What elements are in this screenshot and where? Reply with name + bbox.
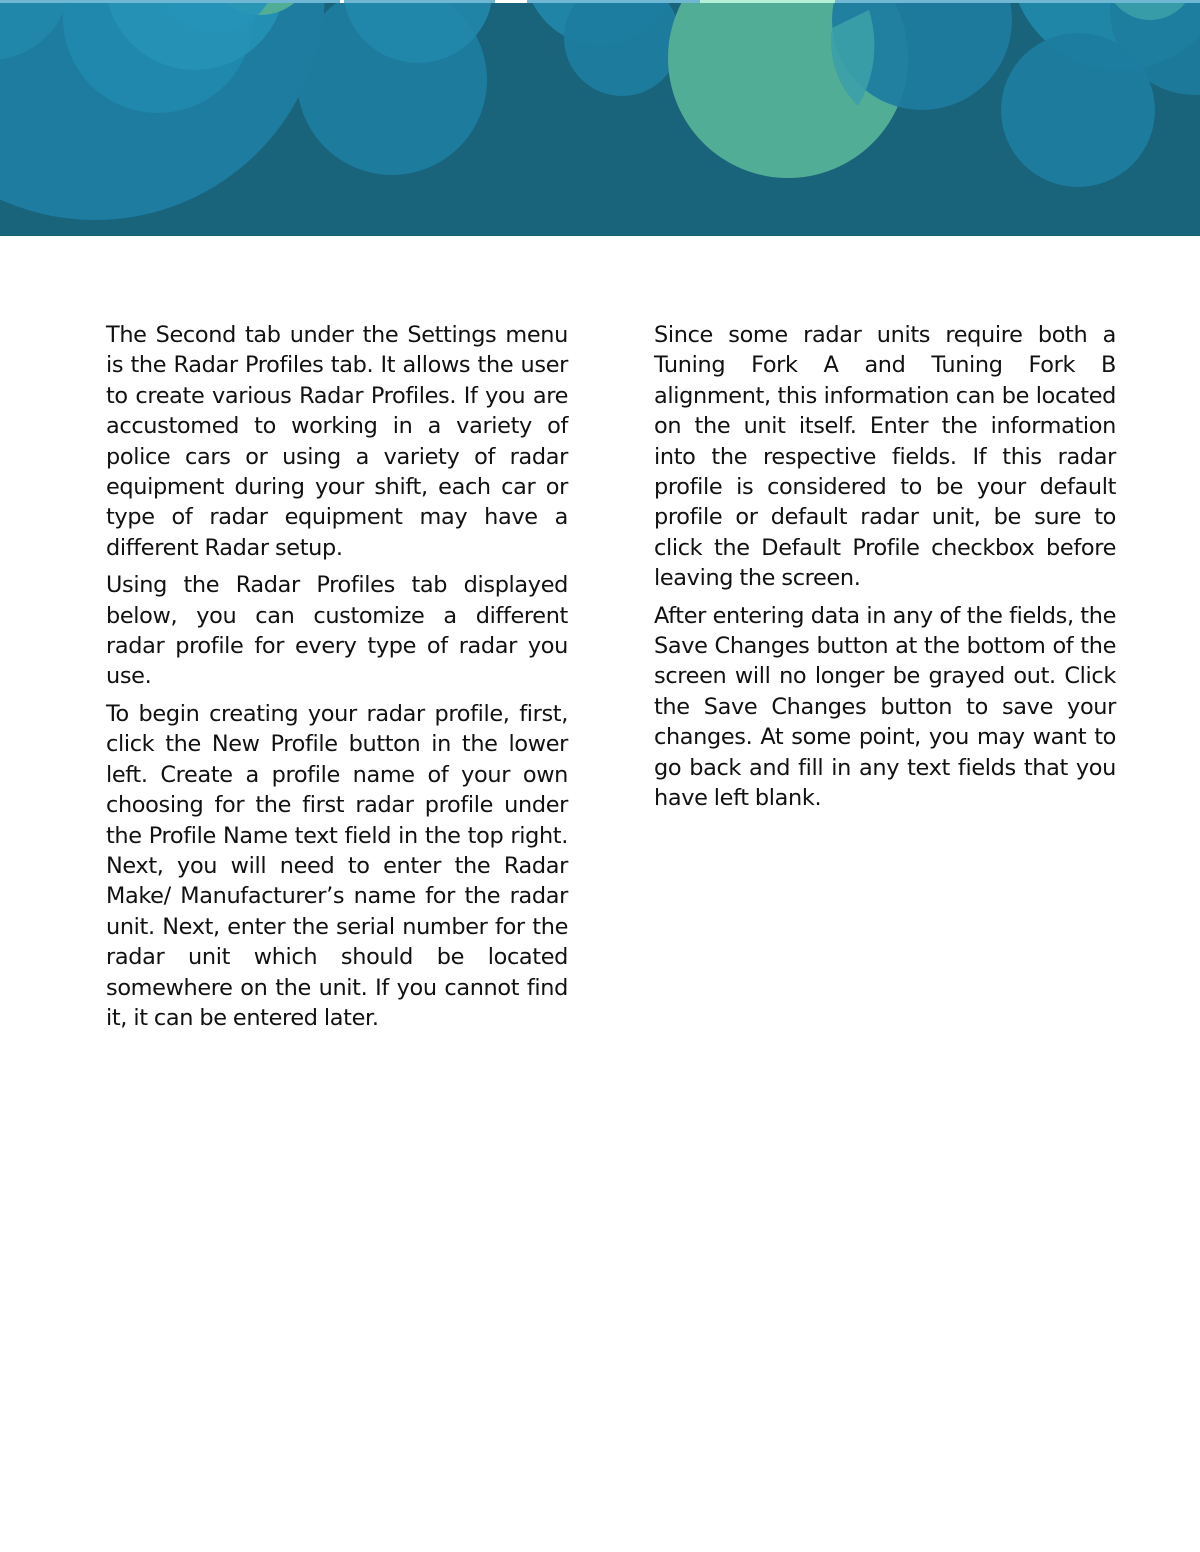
paragraph-save-changes: After entering data in any of the fields, the Save Changes button at the bottom of the screen will no longer be grayed out. Click the Save Changes button to save your changes. At some point, you may want to go back and fill in any text fields that you have left blank. bbox=[654, 602, 1116, 812]
left-column bbox=[106, 320, 568, 1040]
bubble-pattern-graphic bbox=[0, 0, 1200, 236]
paragraph-tuning-fork-info: Since some radar units require both a Tuning Fork A and Tuning Fork B alignment, this information can be located on the unit itself. Enter the information into the respective fields. If this radar profile is considered to be your default profile or default radar unit, be sure to click the Default Profile checkbox before leaving the screen. bbox=[654, 322, 1116, 592]
paragraph-begin-creating-profile: To begin creating your radar profile, first, click the New Profile button in the lower left. Create a profile name of your own choosing for the first radar profile under the Profile Name text field in the top right. Next, you will need to enter the Radar Make/ Manufacturer’s name for the radar unit. Next, enter the serial number for the radar unit which should be located somewhere on the unit. If you cannot find it, it can be entered later. bbox=[106, 700, 568, 1031]
paragraph-customize-profile: Using the Radar Profiles tab displayed below, you can customize a different radar profile for every type of radar you use. bbox=[106, 572, 568, 690]
article-body bbox=[106, 320, 1116, 1040]
paragraph-radar-profiles-intro: The Second tab under the Settings menu is the Radar Profiles tab. It allows the user to create various Radar Profiles. If you are accustomed to working in a variety of police cars or using a variety of radar equipment during your shift, each car or type of radar equipment may have a different Radar setup. bbox=[106, 322, 568, 561]
decorative-header-banner bbox=[0, 0, 1200, 236]
right-column bbox=[654, 320, 1116, 1040]
